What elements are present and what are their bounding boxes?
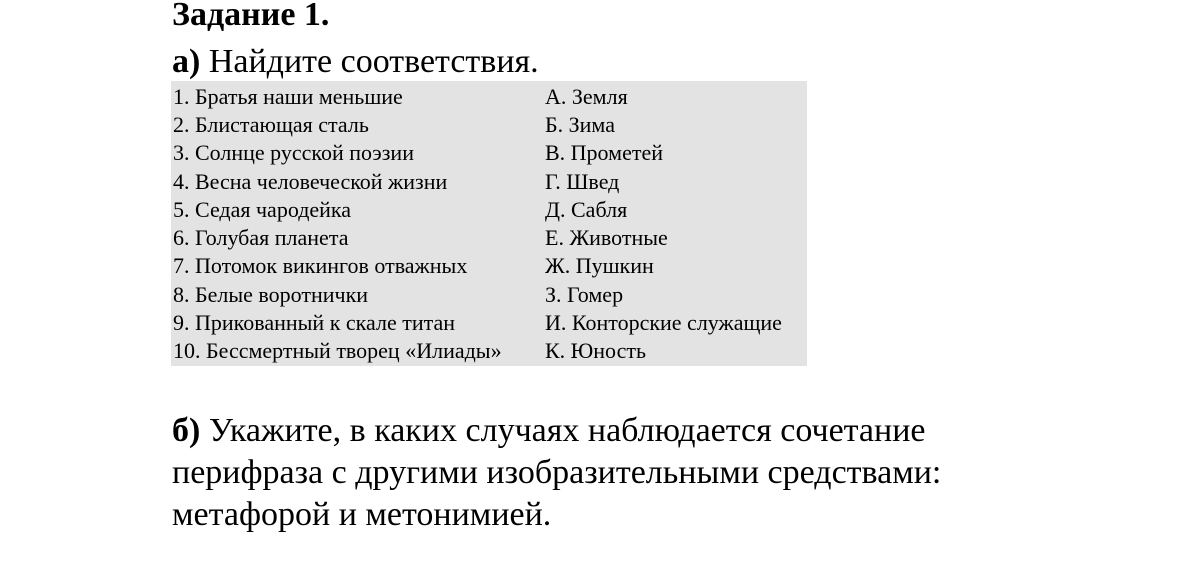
part-a-marker: а) [172, 43, 201, 80]
right-item: Ж. Пушкин [545, 253, 654, 278]
left-item: 9. Прикованный к скале титан [173, 310, 456, 335]
match-row [171, 196, 807, 224]
part-b-text-line-3: метафорой и метонимией. [172, 496, 552, 533]
right-item: А. Земля [545, 84, 628, 109]
part-a-instruction [172, 42, 539, 82]
left-item: 4. Весна человеческой жизни [173, 169, 448, 194]
left-item: 1. Братья наши меньшие [173, 84, 403, 109]
part-b-text-line-2: перифраза с другими изобразительными средствами: [172, 454, 942, 491]
left-item: 8. Белые воротнички [173, 282, 369, 307]
part-b-marker: б) [172, 412, 201, 449]
right-item: И. Конторские служащие [545, 310, 782, 335]
right-item: Б. Зима [545, 112, 615, 137]
right-item: Д. Сабля [545, 197, 628, 222]
left-item: 7. Потомок викингов отважных [173, 253, 468, 278]
left-item: 10. Бессмертный творец «Илиады» [173, 338, 502, 363]
right-item: К. Юность [545, 338, 647, 363]
part-b-line [172, 410, 1172, 452]
left-item: 5. Седая чародейка [173, 197, 352, 222]
left-item: 6. Голубая планета [173, 225, 349, 250]
part-b-text-line-1: Укажите, в каких случаях наблюдается сочетание [208, 412, 926, 449]
match-row [171, 224, 807, 252]
match-row [171, 139, 807, 167]
match-row [171, 337, 807, 365]
match-row [171, 111, 807, 139]
right-item: Г. Швед [545, 169, 620, 194]
match-row [171, 83, 807, 111]
match-row [171, 252, 807, 280]
left-item: 2. Блистающая сталь [173, 112, 369, 137]
match-row [171, 168, 807, 196]
match-row [171, 309, 807, 337]
part-b-instruction [172, 410, 1172, 536]
left-item: 3. Солнце русской поэзии [173, 140, 414, 165]
right-item: З. Гомер [545, 282, 624, 307]
match-row [171, 281, 807, 309]
task-title: Задание 1. [172, 0, 330, 33]
matching-table [171, 81, 807, 366]
right-item: Е. Животные [545, 225, 668, 250]
part-a-text: Найдите соответствия. [208, 43, 539, 80]
right-item: В. Прометей [545, 140, 663, 165]
